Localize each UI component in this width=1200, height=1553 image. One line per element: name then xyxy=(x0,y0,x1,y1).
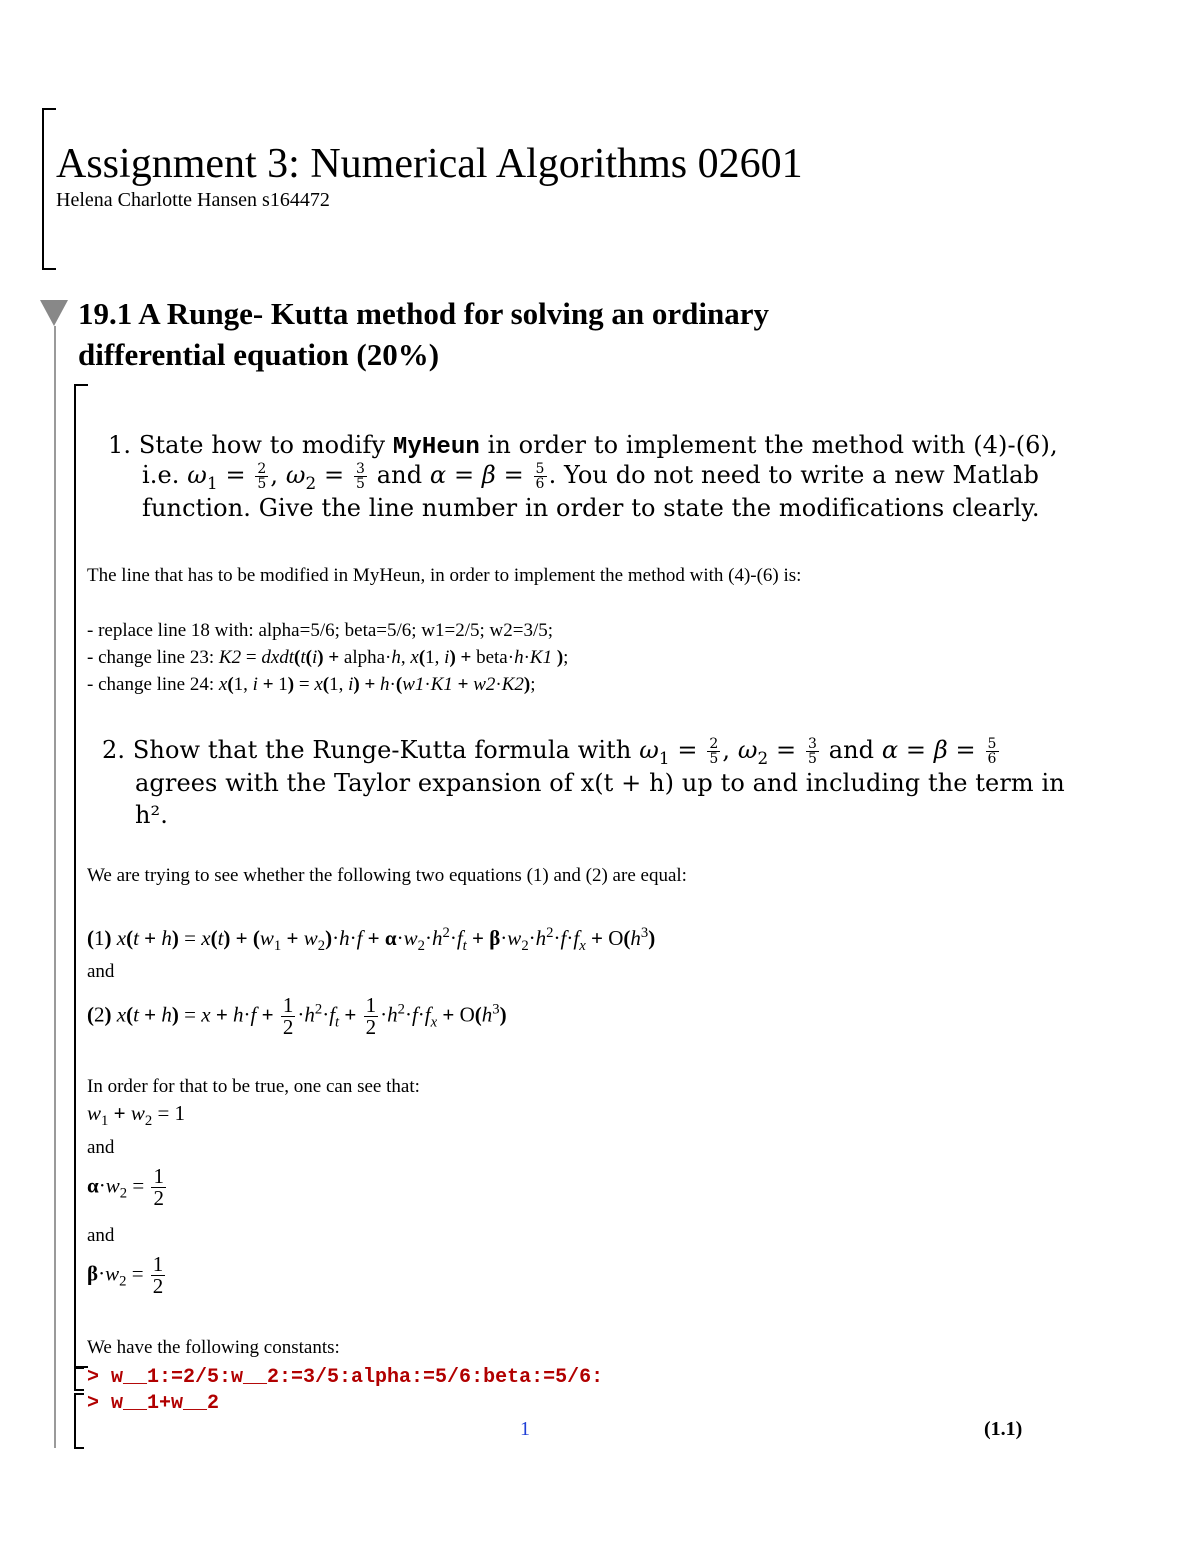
task1-line3: function. Give the line number in order to state the modifications clearly. xyxy=(142,494,1040,522)
maple-input-2[interactable]: > w__1+w__2 xyxy=(87,1392,220,1415)
author-line: Helena Charlotte Hansen s164472 xyxy=(56,189,330,211)
task2-line2: agrees with the Taylor expansion of x(t + h) up to and including the term in xyxy=(135,769,1065,797)
condition-2: $\alpha\cdot w_2$ = $\frac{1}{2}$ xyxy=(87,1164,164,1210)
answer1-item1: - replace line 18 with: alpha=5/6; beta=5/6; w1=2/5; w2=3/5; xyxy=(87,620,554,641)
task1-line2: i.e. $\omega_1$ = $\frac{2}{5}$ , $\omega_2$ = $\frac{3}{5}$ and α = β = $\frac{5}{6}$ . You do not need to write a new Matlab xyxy=(142,461,1040,493)
equation-1: (1) $x(t + h) = x(t) + (w_1 + w_2)\cdot h\cdot f + \alpha\cdot w_2\cdot h^2\cdot f_t + \beta\cdot w_2\cdot h^2\cdot f\cdot f_x + O(h^3)$ xyxy=(87,925,656,955)
answer2-intro: We are trying to see whether the following two equations (1) and (2) are equal: xyxy=(87,865,687,886)
document-title: Assignment 3: Numerical Algorithms 02601 xyxy=(56,141,803,187)
and-label-1: and xyxy=(87,961,115,982)
maple-output: 1 xyxy=(520,1418,530,1440)
section-guide-line xyxy=(54,326,56,1448)
maple-input-1[interactable]: > w__1:=2/5:w__2:=3/5:alpha:=5/6:beta:=5/6: xyxy=(87,1366,604,1389)
and-label-3: and xyxy=(87,1225,115,1246)
task2-line3: h². xyxy=(135,801,169,829)
answer1-item3: - change line 24: x(1, i + 1) = x(1, i) + h·(w1·K1 + w2·K2); xyxy=(87,674,536,695)
title-bracket xyxy=(42,108,56,270)
constants-intro: We have the following constants: xyxy=(87,1337,340,1358)
conclusion-text: In order for that to be true, one can see that: xyxy=(87,1076,420,1097)
equation-label: (1.1) xyxy=(984,1418,1023,1440)
equation-2: (2) x(t + h) = x + h·f + $\frac{1}{2}$ $\cdot h^2\cdot f_t$ + $\frac{1}{2}$ $\cdot h^2\cdot f\cdot f_x + O(h^3)$ xyxy=(87,993,507,1039)
and-label-2: and xyxy=(87,1137,115,1158)
task2-line1: 2. Show that the Runge-Kutta formula with $\omega_1$ = $\frac{2}{5}$ , $\omega_2$ = $\frac{3}{5}$ and α = β = $\frac{5}{6}$ xyxy=(102,736,997,768)
collapse-triangle-icon[interactable] xyxy=(40,300,68,326)
task1-line1: 1. State how to modify MyHeun in order to implement the method with (4)-(6), xyxy=(108,431,1058,461)
section-heading-continued: differential equation (20%) xyxy=(78,337,440,372)
condition-3: $\beta\cdot w_2$ = $\frac{1}{2}$ xyxy=(87,1252,164,1298)
input-bracket-2 xyxy=(74,1393,84,1449)
content-bracket xyxy=(74,384,88,1368)
answer1-item2: - change line 23: K2 = dxdt(t(i) + alpha·h, x(1, i) + beta·h·K1 ); xyxy=(87,647,569,668)
answer1-intro: The line that has to be modified in MyHeun, in order to implement the method with (4)-(6) is: xyxy=(87,565,802,586)
code-myheun: MyHeun xyxy=(392,434,480,461)
input-bracket-1 xyxy=(74,1367,84,1391)
condition-1: $w_1 + w_2 = 1$ xyxy=(87,1101,186,1130)
section-heading: 19.1 A Runge- Kutta method for solving an ordinary xyxy=(78,296,769,331)
